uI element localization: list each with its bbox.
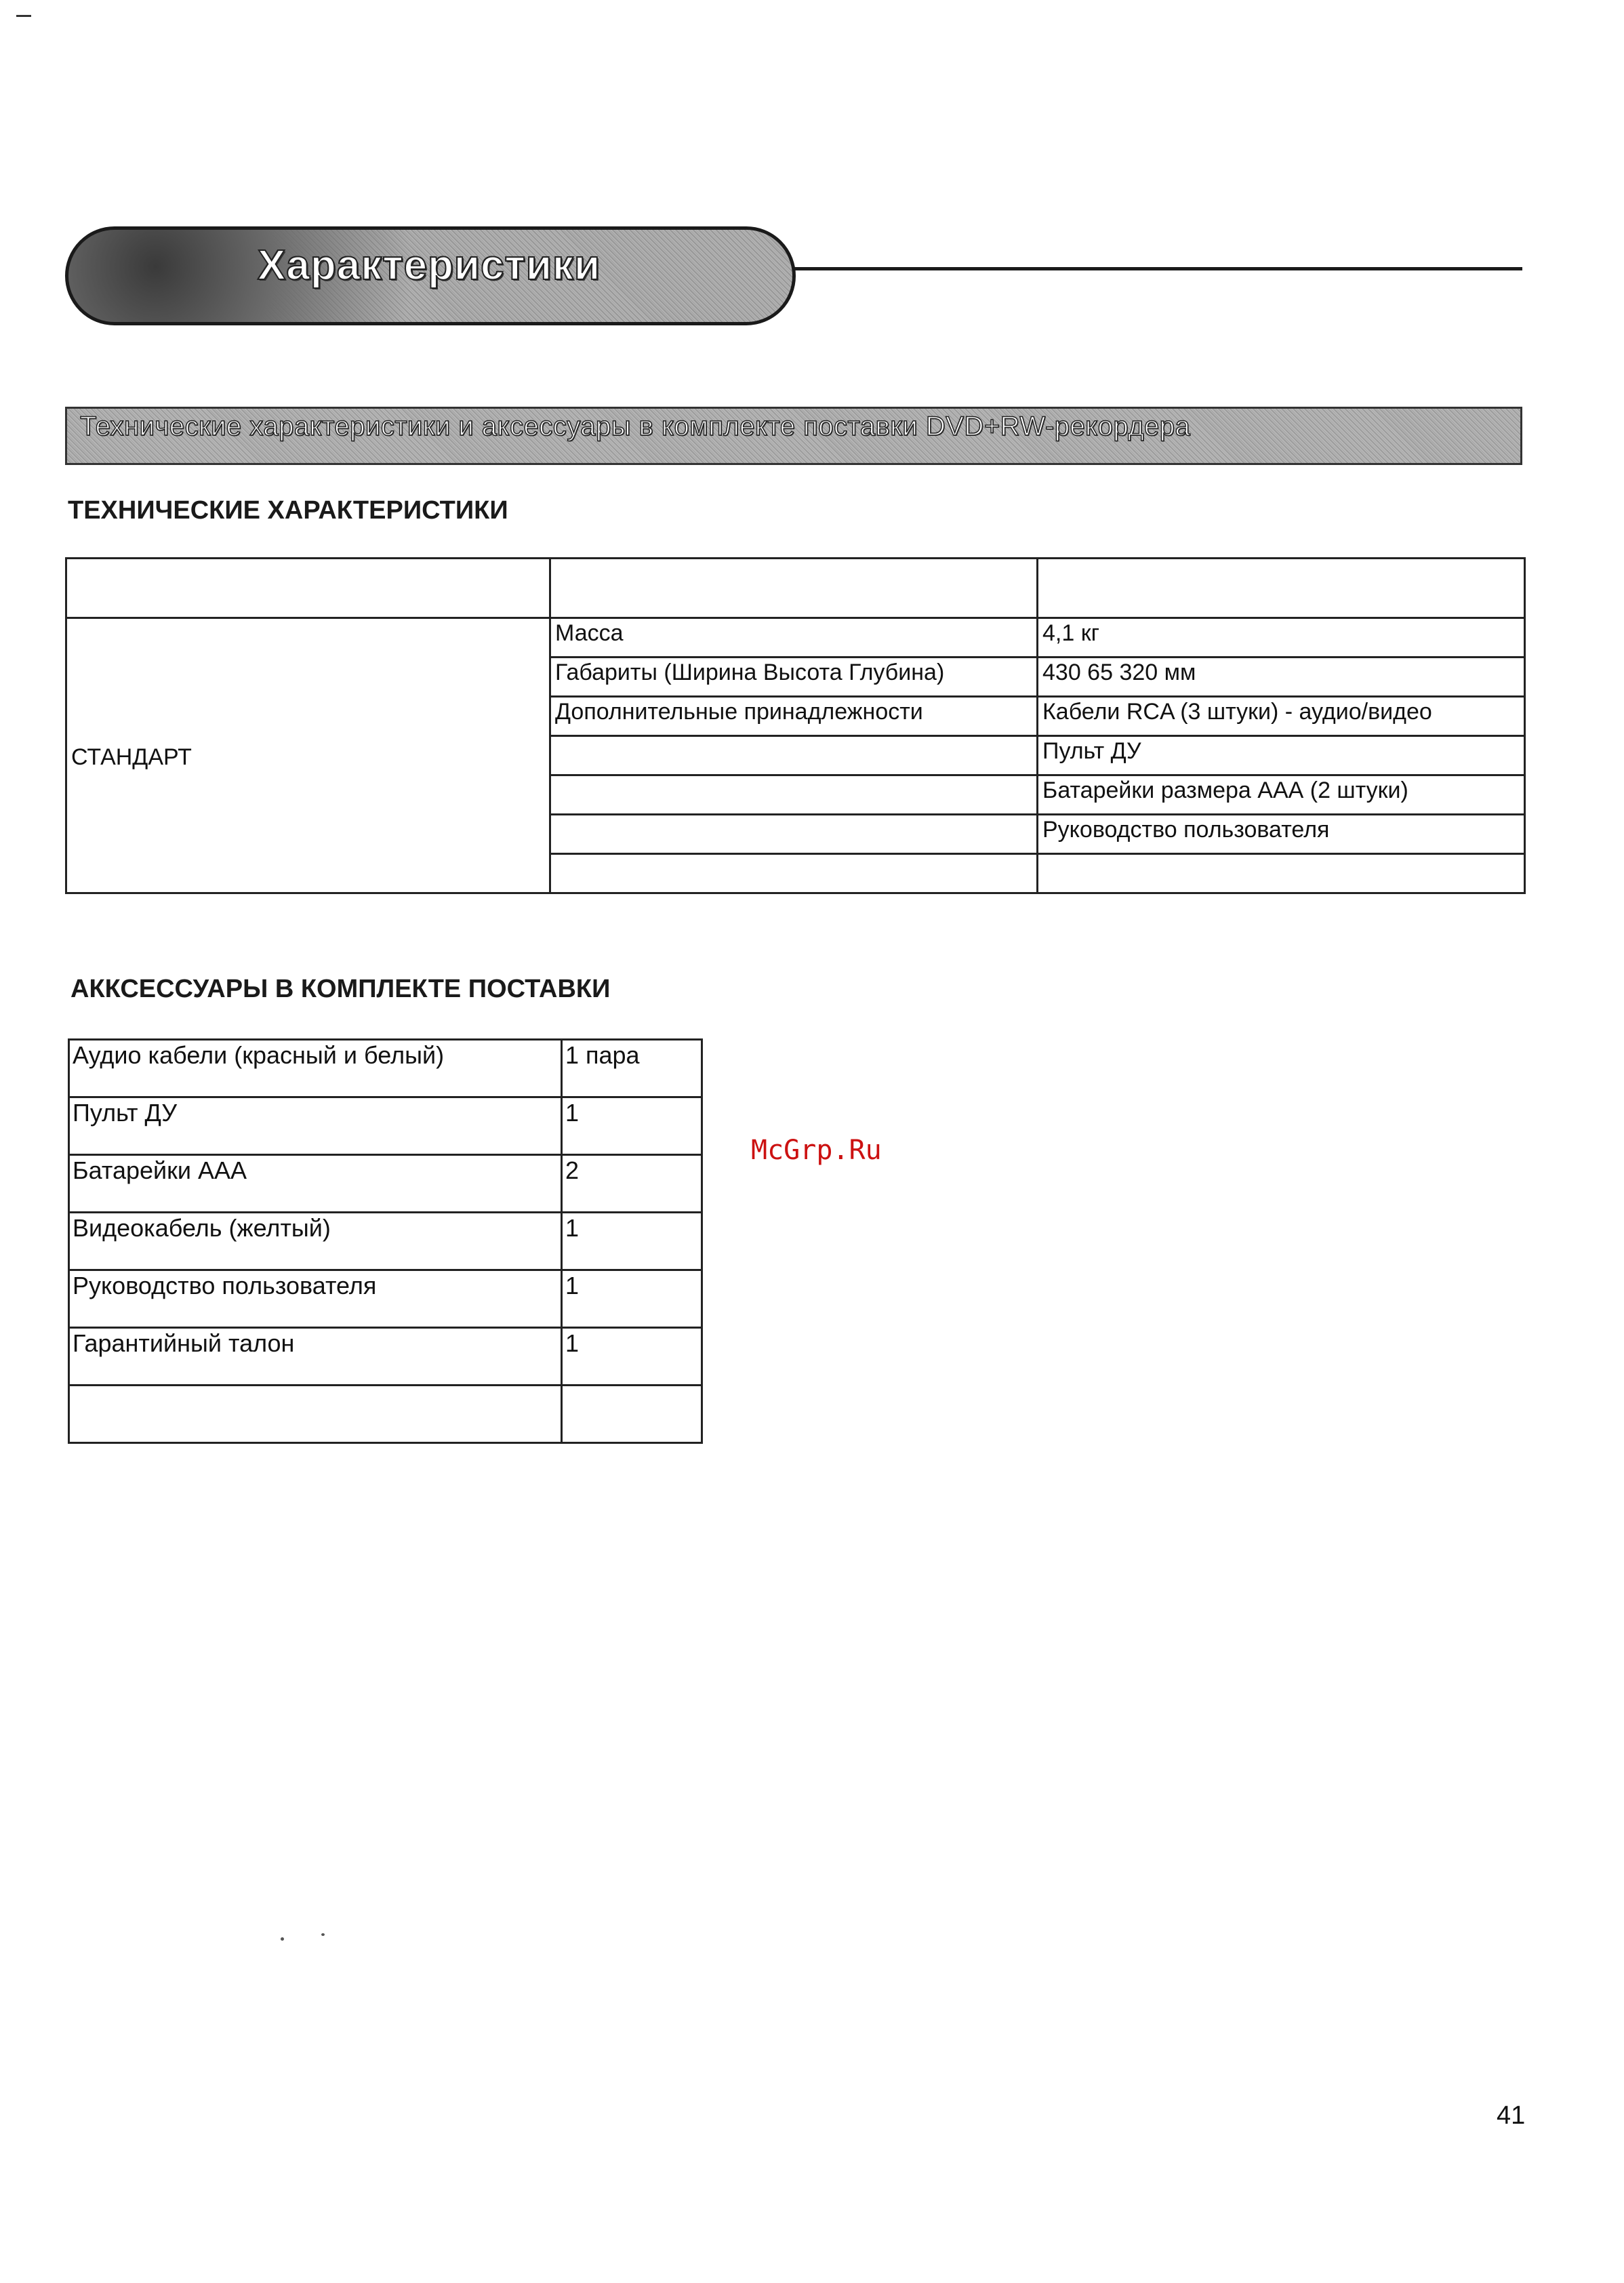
specs-param: Масса <box>550 618 1038 658</box>
specs-value: 4,1 кг <box>1038 618 1525 658</box>
page-number: 41 <box>1497 2101 1526 2130</box>
accessory-qty: 1 <box>562 1213 702 1270</box>
specs-value: Пульт ДУ <box>1038 736 1525 775</box>
specs-cell <box>550 559 1038 618</box>
accessories-row <box>69 1213 702 1270</box>
accessory-qty <box>562 1386 702 1443</box>
specs-param <box>550 775 1038 815</box>
scan-speck <box>281 1937 284 1941</box>
accessory-item: Видеокабель (желтый) <box>69 1213 562 1270</box>
specs-header-row <box>66 559 1525 618</box>
accessories-row <box>69 1270 702 1328</box>
scan-speck <box>321 1933 325 1936</box>
specs-value: Руководство пользователя <box>1038 815 1525 854</box>
specs-heading: ТЕХНИЧЕСКИЕ ХАРАКТЕРИСТИКИ <box>68 496 508 525</box>
title-rule <box>793 267 1522 270</box>
specs-value: Батарейки размера ААА (2 штуки) <box>1038 775 1525 815</box>
specs-param <box>550 854 1038 893</box>
specs-row <box>66 618 1525 658</box>
accessories-row <box>69 1040 702 1097</box>
specs-param <box>550 736 1038 775</box>
accessories-table <box>68 1038 703 1444</box>
accessory-item: Руководство пользователя <box>69 1270 562 1328</box>
accessories-heading: АККСЕССУАРЫ В КОМПЛЕКТЕ ПОСТАВКИ <box>70 975 611 1003</box>
specs-cell <box>1038 559 1525 618</box>
watermark: McGrp.Ru <box>751 1135 882 1166</box>
accessories-row <box>69 1097 702 1155</box>
specs-group-label: СТАНДАРТ <box>66 618 550 893</box>
accessories-row <box>69 1328 702 1386</box>
accessories-row <box>69 1386 702 1443</box>
section-title: Характеристики <box>258 242 601 289</box>
specs-param <box>550 815 1038 854</box>
accessory-qty: 1 <box>562 1097 702 1155</box>
accessory-qty: 1 <box>562 1270 702 1328</box>
specs-param: Габариты (Ширина Высота Глубина) <box>550 658 1038 697</box>
specs-value <box>1038 854 1525 893</box>
specs-cell <box>66 559 550 618</box>
accessory-item: Гарантийный талон <box>69 1328 562 1386</box>
specs-param: Дополнительные принадлежности <box>550 697 1038 736</box>
accessory-qty: 1 пара <box>562 1040 702 1097</box>
specs-value: 430 65 320 мм <box>1038 658 1525 697</box>
accessories-row <box>69 1155 702 1213</box>
specs-table <box>65 557 1526 894</box>
accessory-qty: 2 <box>562 1155 702 1213</box>
scan-mark <box>16 15 31 17</box>
accessory-item <box>69 1386 562 1443</box>
subsection-banner-text: Технические характеристики и аксессуары в комплекте поставки DVD+RW-рекордера <box>80 411 1191 441</box>
accessory-item: Пульт ДУ <box>69 1097 562 1155</box>
accessory-item: Батарейки ААА <box>69 1155 562 1213</box>
specs-value: Кабели RCA (3 штуки) - аудио/видео <box>1038 697 1525 736</box>
accessory-qty: 1 <box>562 1328 702 1386</box>
accessory-item: Аудио кабели (красный и белый) <box>69 1040 562 1097</box>
